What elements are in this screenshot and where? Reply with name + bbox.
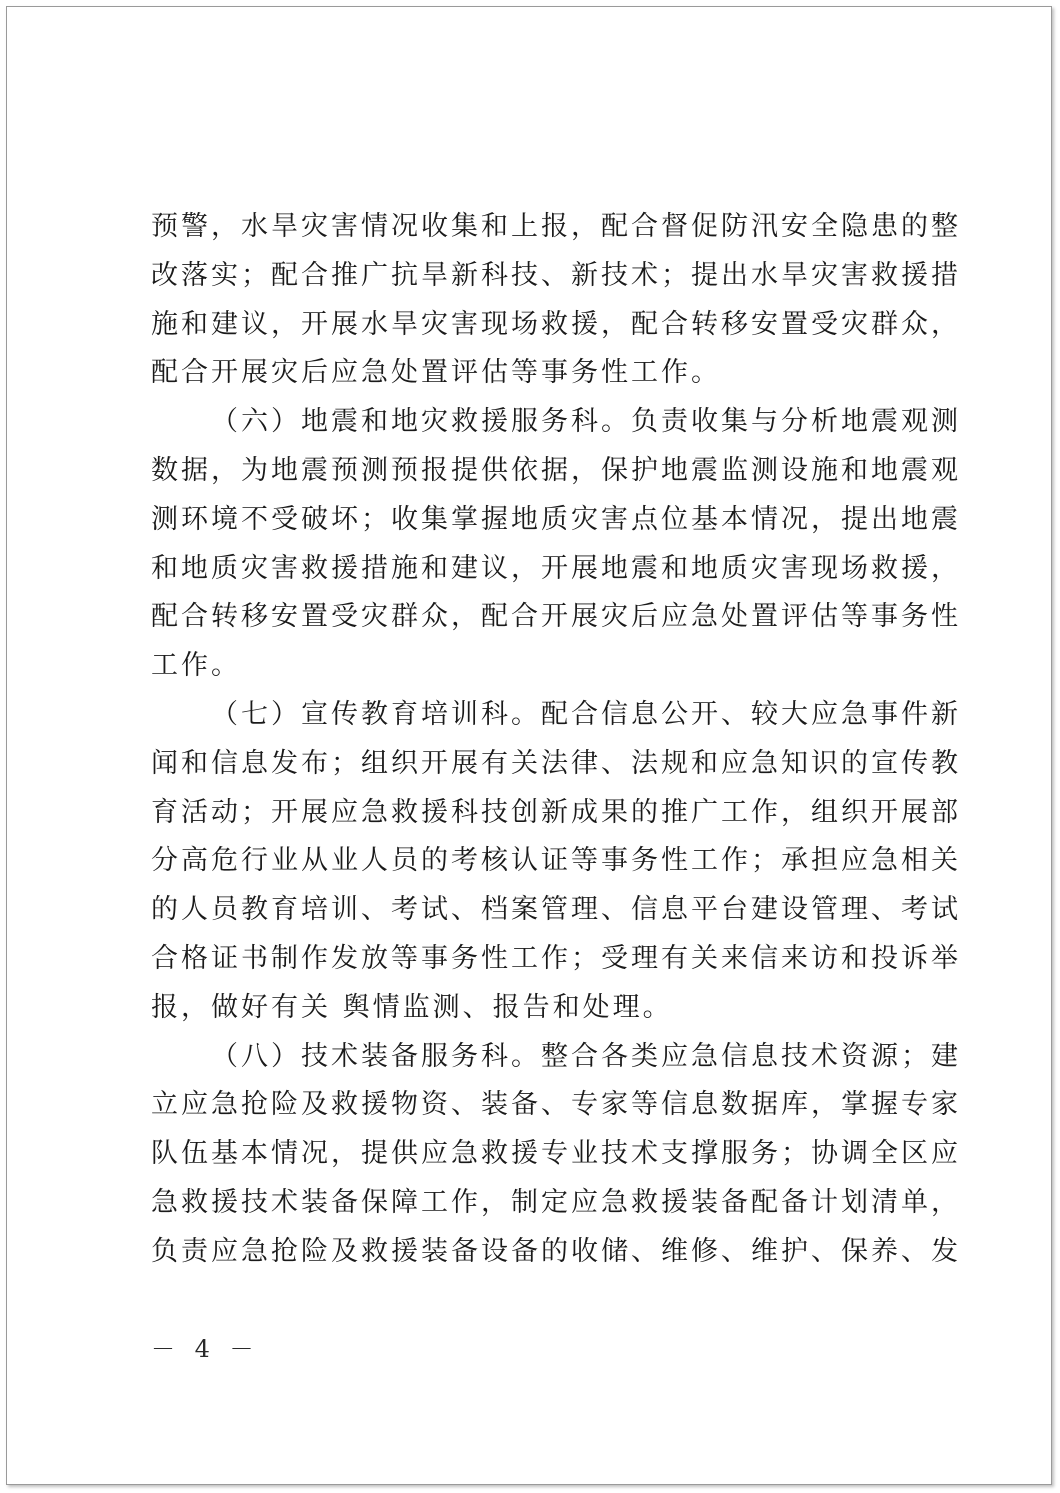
text-line: 闻和信息发布；组织开展有关法律、法规和应急知识的宣传教 bbox=[151, 747, 961, 779]
text-line: 报，做好有关 舆情监测、报告和处理。 bbox=[151, 991, 673, 1023]
text-line: 分高危行业从业人员的考核认证等事务性工作；承担应急相关 bbox=[151, 845, 961, 877]
text-line: 工作。 bbox=[151, 650, 241, 682]
section-heading-line: （七）宣传教育培训科。配合信息公开、较大应急事件新 bbox=[211, 698, 961, 730]
text-line: 立应急抢险及救援物资、装备、专家等信息数据库，掌握专家 bbox=[151, 1089, 961, 1121]
text-line: 和地质灾害救援措施和建议，开展地震和地质灾害现场救援， bbox=[151, 552, 961, 584]
text-line: 队伍基本情况，提供应急救援专业技术支撑服务；协调全区应 bbox=[151, 1138, 961, 1170]
section-heading-line: （六）地震和地灾救援服务科。负责收集与分析地震观测 bbox=[211, 406, 961, 438]
section-heading-line: （八）技术装备服务科。整合各类应急信息技术资源；建 bbox=[211, 1040, 961, 1072]
document-page bbox=[6, 6, 1052, 1485]
text-line: 急救援技术装备保障工作，制定应急救援装备配备计划清单， bbox=[151, 1186, 961, 1218]
text-line: 预警，水旱灾害情况收集和上报，配合督促防汛安全隐患的整 bbox=[151, 211, 961, 242]
body-text bbox=[151, 203, 961, 1277]
text-line: 配合转移安置受灾群众，配合开展灾后应急处置评估等事务性 bbox=[151, 601, 961, 633]
text-line: 负责应急抢险及救援装备设备的收储、维修、维护、保养、发 bbox=[151, 1235, 961, 1267]
text-line: 测环境不受破坏；收集掌握地质灾害点位基本情况，提出地震 bbox=[151, 503, 961, 535]
text-line: 施和建议，开展水旱灾害现场救援，配合转移安置受灾群众， bbox=[151, 308, 961, 340]
text-line: 改落实；配合推广抗旱新科技、新技术；提出水旱灾害救援措 bbox=[151, 259, 961, 291]
text-line: 育活动；开展应急救援科技创新成果的推广工作，组织开展部 bbox=[151, 796, 961, 828]
text-line: 数据，为地震预测预报提供依据，保护地震监测设施和地震观 bbox=[151, 454, 961, 486]
page-number: － 4 － bbox=[151, 1335, 260, 1363]
text-line: 配合开展灾后应急处置评估等事务性工作。 bbox=[151, 357, 721, 389]
text-line: 合格证书制作发放等事务性工作；受理有关来信来访和投诉举 bbox=[151, 942, 961, 974]
text-line: 的人员教育培训、考试、档案管理、信息平台建设管理、考试 bbox=[151, 894, 961, 926]
